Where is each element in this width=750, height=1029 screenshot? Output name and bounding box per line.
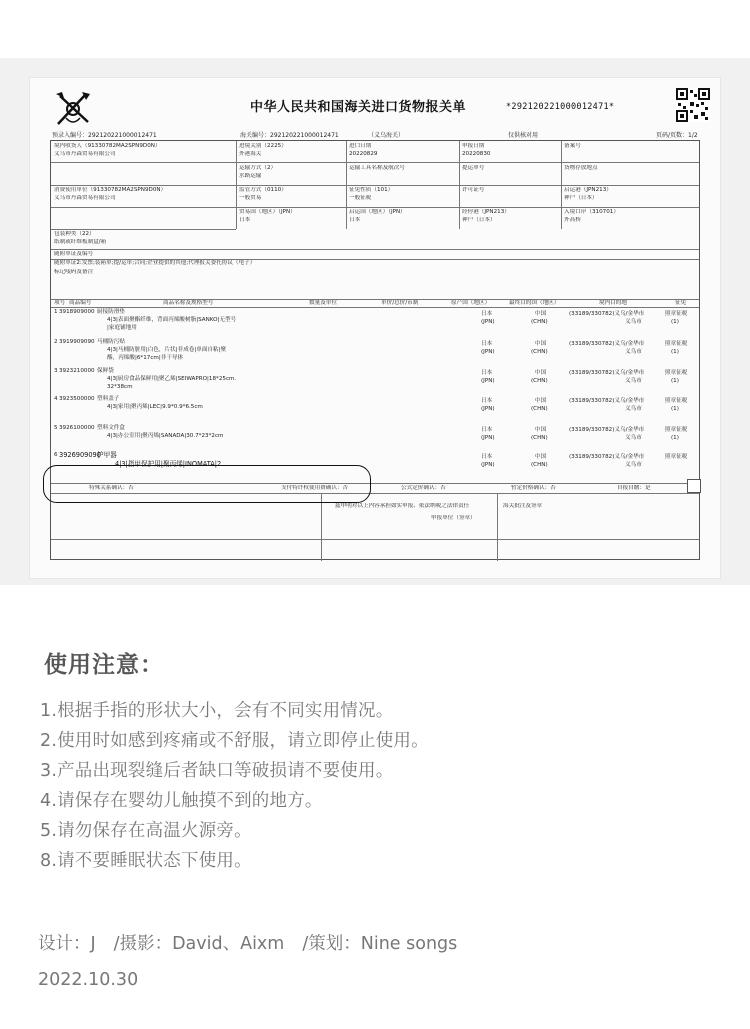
item-origin-code: (JPN) [481,462,495,468]
item-spec1: 4|3|表面聚酯纤维，背面丙烯酸树脂|SANKO|无型号 [107,317,237,323]
public-formula: 公式定价确认：否 [401,485,446,491]
declaration-table [50,140,700,560]
trade-country-value: 日本 [239,217,251,223]
item-code: 3918909000 [59,309,95,315]
item-tax: 照章征税 [665,370,688,376]
item-no: 5 [54,425,58,431]
item-code: 3919909090 [59,339,95,345]
item-domestic2: 义乌市 [625,378,642,384]
item-spec2: |家庭铺地用 [107,325,137,331]
col-name: 商品名称及规格型号 [163,300,214,306]
special-relation: 特殊关系确认：否 [89,485,134,491]
publish-date: 2022.10.30 [38,970,139,990]
item-tax: 照章征税 [665,398,688,404]
package-label: 包装种类（22） [54,231,95,237]
credit-photo: 摄影：David、Aixm [119,934,285,954]
tax-nature-value: 一般征税 [349,195,372,201]
print-note: 仅供核对用 [508,132,539,139]
item-origin-code: (JPN) [481,406,495,412]
item-tax2: (1) [671,349,679,355]
usage-notes-list [40,696,429,876]
item-spec2: 酯，丙烯酸|6*17cm|非干导体 [107,355,184,361]
tax-nature-label: 征免性质（101） [349,187,394,193]
transport-value: 水路运输 [239,173,262,179]
credit-design: 设计：J [38,934,96,954]
item-name: 塑料文件盒 [97,425,125,431]
list-item: 3.产品出现裂缝后者缺口等破损请不要使用。 [40,761,394,781]
item-origin: 日本 [481,370,493,376]
col-item-no: 项号 [54,300,66,306]
list-item: 5.请勿保存在高温火源旁。 [40,821,252,841]
customs-declaration-sheet [30,78,720,578]
item-dest-code: (CHN) [531,406,548,412]
item-origin-code: (JPN) [481,435,495,441]
col-domestic: 境内目的地 [599,300,627,306]
supervision-label: 监管方式（0110） [239,187,287,193]
item-spec2: 32*38cm [107,384,133,390]
usage-notes-title: 使用注意： [44,652,164,678]
item-origin: 日本 [481,454,493,460]
departure-port-value: 神户（日本） [564,195,598,201]
credit-separator: / [113,934,120,954]
item-code: 3926909090 [59,451,101,459]
item-no: 1 [54,309,58,315]
royalty: 支付特许权使用费确认：否 [281,485,349,491]
item-domestic2: 义乌市 [625,319,642,325]
item-tax: 照章征税 [665,341,688,347]
document-title: 中华人民共和国海关进口货物报关单 [250,100,467,115]
customs-name: （义乌海关） [368,132,405,139]
item-domestic: (33189/330782)义乌/金华市 [569,427,645,433]
item-tax2: (1) [671,319,679,325]
transport-label: 运输方式（2） [239,165,277,171]
col-tax: 征免 [675,300,687,306]
qr-code-icon [676,88,710,122]
license-label: 许可证号 [462,187,485,193]
item-origin: 日本 [481,341,493,347]
item-dest-code: (CHN) [531,462,548,468]
origin-country-value: 日本 [349,217,361,223]
item-no: 2 [54,339,58,345]
item-origin-code: (JPN) [481,349,495,355]
declarer-stamp: 申报单位（签章） [431,515,476,521]
item-spec1: 4|3|厨房食品保鲜用|聚乙烯|SEIWAPRO|18*25cm. [107,376,237,382]
departure-port-label: 启运港（JPN213） [564,187,612,193]
declare-date-value: 20220830 [462,151,491,157]
item-dest: 中国 [535,398,547,404]
item-name: 塑料盖子 [97,396,120,402]
list-item: 4.请保存在婴幼儿触摸不到的地方。 [40,791,323,811]
item-tax2: (1) [671,378,679,384]
item-name: 马桶防污贴 [97,339,125,345]
entry-place-label: 入境口岸（310701） [564,209,619,215]
customs-emblem-icon [52,88,94,130]
credit-separator: / [302,934,309,954]
item-origin: 日本 [481,311,493,317]
item-domestic2: 义乌市 [625,406,642,412]
marks-label: 标记唛码及备注 [54,269,94,275]
item-spec1: 4|3|家用|聚丙烯|LEC|9.9*0.9*6.5cm [107,404,203,410]
item-name: 厨接防滑垫 [97,309,125,315]
origin-country-label: 启运国（地区）（JPN） [349,209,406,215]
col-origin: 原产国（地区） [451,300,491,306]
record-no-label: 备案号 [564,143,581,149]
item-domestic: (33189/330782)义乌/金华市 [569,311,645,317]
list-item: 2.使用时如感到疼痛或不舒服，请立即停止使用。 [40,731,429,751]
col-dest-country: 最终目的国（地区） [509,300,560,306]
preentry-number: 预录入编号：292120221000012471 [52,132,157,139]
item-no: 3 [54,368,58,374]
list-item: 1.根据手指的形状大小，会有不同实用情况。 [40,701,394,721]
item-dest-code: (CHN) [531,378,548,384]
item-code: 3926100000 [59,425,95,431]
item-tax2: (1) [671,406,679,412]
transit-port-value: 神户（日本） [462,217,496,223]
provisional-price: 暂定价格确认：否 [511,485,556,491]
credits-line [38,930,457,955]
item-domestic: (33189/330782)义乌/金华市 [569,370,645,376]
item-dest-code: (CHN) [531,435,548,441]
bill-no-label: 提运单号 [462,165,485,171]
item-name: 保鲜袋 [97,368,114,374]
item-tax: 照章征税 [665,427,688,433]
col-price: 单价/总价/币制 [381,300,419,306]
list-item: 8.请不要睡眠状态下使用。 [40,851,252,871]
customs-number: 海关编号：292120221000012471 [240,132,339,139]
item-origin-code: (JPN) [481,378,495,384]
item-tax2: (1) [671,435,679,441]
consumer-value: 义乌市丹森贸易有限公司 [54,195,116,201]
item-tax: 照章征税 [665,454,688,460]
import-date-value: 20220829 [349,151,378,157]
item-domestic: (33189/330782)义乌/金华市 [569,341,645,347]
item-dest-code: (CHN) [531,349,548,355]
col-qty: 数量及单位 [309,300,337,306]
item-domestic2: 义乌市 [625,349,642,355]
item-dest: 中国 [535,311,547,317]
consignee-label: 境内收货人（91330782MA2SPN9D0N） [54,143,161,149]
item-spec1: 4|3|办公室用|聚丙烯|SANADA|30.7*23*2cm [107,433,224,439]
row-checkbox[interactable] [687,479,701,493]
entry-port-value: 外港海关 [239,151,262,157]
customs-declaration-photo [0,58,750,585]
attached-docs-label: 随附单证及编号 [54,251,94,257]
customs-note: 海关批注及签章 [503,503,543,509]
highlight-circle [43,465,371,503]
self-report: 自报自缴：是 [617,485,651,491]
item-dest-code: (CHN) [531,319,548,325]
trade-country-label: 贸易国（地区）（JPN） [239,209,296,215]
import-date-label: 进口日期 [349,143,372,149]
item-domestic: (33189/330782)义乌/金华市 [569,454,645,460]
consumer-label: 消费使用单位（91330782MA2SPN9D0N） [54,187,167,193]
item-origin-code: (JPN) [481,319,495,325]
col-code: 商品编号 [69,300,92,306]
item-dest: 中国 [535,370,547,376]
attached-docs-value: 随附单证2:发票;装箱单;提/运单;合同;企业提供的其他;代理报关委托协议（电子） [54,260,256,266]
item-origin: 日本 [481,398,493,404]
item-domestic2: 义乌市 [625,435,642,441]
page-count: 页码/页数：1/2 [656,132,698,139]
credit-planning: 策划：Nine songs [308,934,458,954]
storage-label: 货物存放地点 [564,165,598,171]
supervision-value: 一般贸易 [239,195,262,201]
item-name: 护甲器 [97,451,117,459]
item-origin: 日本 [481,427,493,433]
item-no: 6 [54,452,58,458]
item-dest: 中国 [535,341,547,347]
item-code: 3923210000 [59,368,95,374]
transport-tool-label: 运输工具名称及航次号 [349,165,405,171]
consignee-value: 义乌市丹森贸易有限公司 [54,151,116,157]
transit-port-label: 经停港（JPN213） [462,209,510,215]
item-tax: 照章征税 [665,311,688,317]
item-domestic: (33189/330782)义乌/金华市 [569,398,645,404]
item-spec1: 4|3|指甲保护用|聚丙烯|INOMATA|2 [115,460,222,468]
declaration-statement: 兹申明对以上内容承担如实申报、依法纳税之法律责任 [335,503,470,509]
entry-port-label: 进境关别（2225） [239,143,287,149]
item-no: 4 [54,396,58,402]
item-dest: 中国 [535,454,547,460]
item-spec1: 4|3|马桶防脏用|白色，片状|非成卷|单面自粘|聚 [107,347,227,353]
item-domestic2: 义乌市 [625,462,642,468]
package-value: 纸制或纤维板制盒/箱 [54,239,107,245]
declare-date-label: 申报日期 [462,143,485,149]
item-code: 3923500000 [59,396,95,402]
item-dest: 中国 [535,427,547,433]
barcode-number: *292120221000012471* [506,102,615,112]
entry-place-value: 外高桥 [564,217,581,223]
